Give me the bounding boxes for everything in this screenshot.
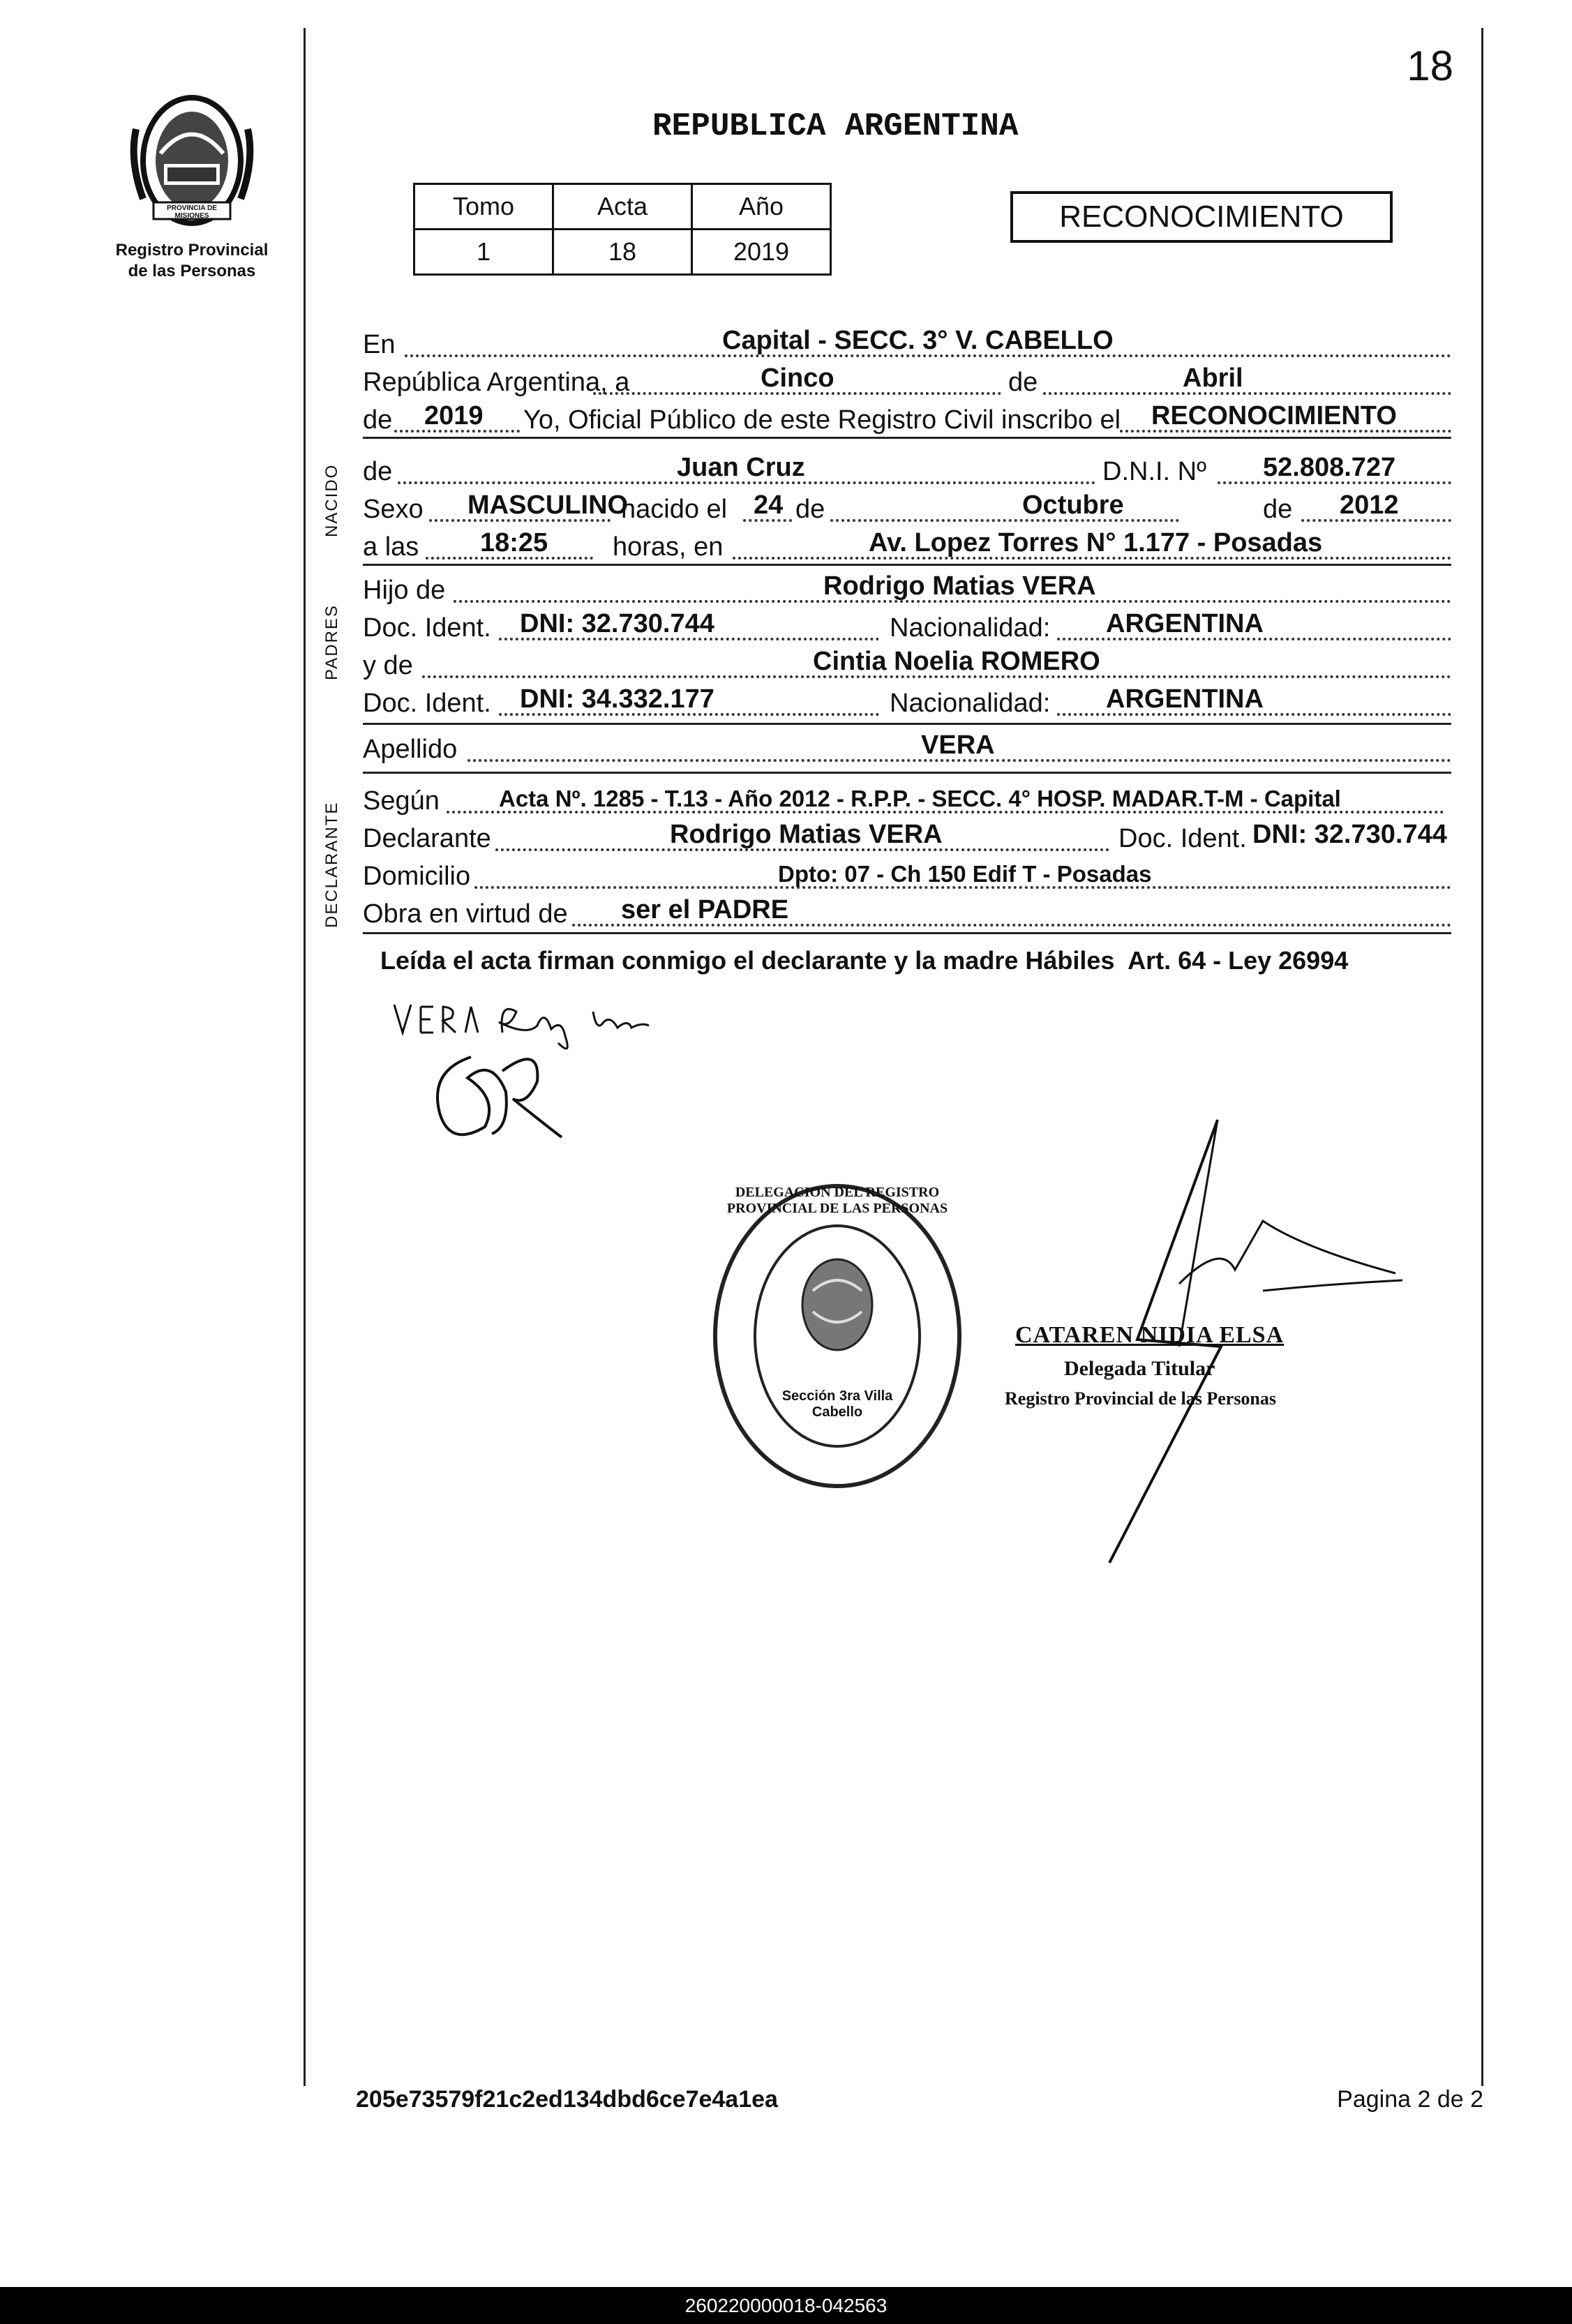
section-declarante: DECLARANTE: [322, 801, 341, 928]
logo-caption-1: Registro Provincial: [115, 241, 269, 260]
footer-bar: [0, 2287, 1572, 2324]
field-father: Rodrigo Matias VERA: [823, 571, 1096, 601]
label-doc-ident: Doc. Ident.: [363, 613, 491, 643]
official-stamp: [708, 1179, 966, 1493]
separator: [363, 723, 1451, 725]
field-year: 2019: [424, 401, 484, 430]
official-title: Delegada Titular: [1064, 1357, 1215, 1380]
row-segun: [363, 781, 1451, 820]
value-acta: 18: [553, 230, 692, 275]
row-mother: [363, 646, 1451, 685]
handwritten-signature-icon: [387, 994, 680, 1162]
section-nacido: NACIDO: [322, 463, 341, 537]
label-dni: D.N.I. Nº: [1102, 457, 1206, 486]
field-father-doc: DNI: 32.730.744: [520, 609, 714, 638]
left-margin-rule: [304, 28, 306, 2086]
logo-caption-2: de las Personas: [128, 262, 256, 280]
label-republica: República Argentina, a: [363, 368, 630, 397]
row-year: [363, 400, 1451, 440]
handwritten-signature: [387, 994, 680, 1162]
field-surname: VERA: [921, 730, 995, 760]
field-mother-doc: DNI: 34.332.177: [520, 684, 714, 714]
record-table-values: [414, 230, 831, 275]
field-name: Juan Cruz: [677, 453, 805, 482]
field-birth-day: 24: [754, 490, 784, 520]
field-act: RECONOCIMIENTO: [1151, 401, 1397, 430]
page-indicator: Pagina 2 de 2: [1337, 2086, 1483, 2113]
label-nacionalidad: Nacionalidad:: [890, 689, 1051, 718]
label-yo-oficial: Yo, Oficial Público de este Registro Civil inscribo el: [523, 405, 1121, 435]
label-hijo-de: Hijo de: [363, 576, 446, 605]
stamp-ring-text: DELEGACION DEL REGISTRO PROVINCIAL DE LAS PERSONAS: [726, 1185, 948, 1216]
label-sexo: Sexo: [363, 495, 424, 524]
barcode-text: 260220000018-042563: [684, 2295, 888, 2316]
act-type-box: [1010, 191, 1393, 243]
row-time: [363, 527, 1451, 567]
row-mother-doc: [363, 684, 1451, 723]
field-month: Abril: [1183, 363, 1243, 393]
label-segun: Según: [363, 786, 440, 816]
label-de: de: [1008, 368, 1038, 397]
separator: [363, 772, 1451, 774]
row-en: [363, 325, 1451, 364]
act-type: RECONOCIMIENTO: [1059, 200, 1344, 234]
separator: [363, 932, 1451, 934]
separator: [363, 437, 1451, 439]
country-title: REPUBLICA ARGENTINA: [652, 108, 1019, 144]
row-father-doc: [363, 608, 1451, 647]
row-address: [363, 857, 1451, 896]
label-horas-en: horas, en: [613, 532, 724, 562]
field-place: Capital - SECC. 3° V. CABELLO: [722, 326, 1114, 355]
label-declarante: Declarante: [363, 824, 491, 853]
field-day: Cinco: [761, 363, 834, 393]
field-declarant: Rodrigo Matias VERA: [670, 820, 943, 849]
label-de: de: [1263, 495, 1293, 524]
label-obra: Obra en virtud de: [363, 899, 568, 929]
section-padres: PADRES: [322, 604, 341, 680]
label-doc-ident: Doc. Ident.: [1118, 824, 1247, 853]
field-birth-place: Av. Lopez Torres N° 1.177 - Posadas: [869, 528, 1323, 557]
field-sex: MASCULINO: [467, 490, 629, 520]
dots: [830, 519, 1179, 522]
separator: [363, 564, 1451, 566]
label-en: En: [363, 330, 396, 359]
dots: [1043, 392, 1451, 395]
row-sex: [363, 490, 1451, 529]
row-surname: [363, 730, 1451, 769]
record-table: [413, 183, 832, 276]
logo-text: PROVINCIA DE MISIONES: [167, 204, 217, 220]
page-number: 18: [1407, 43, 1453, 89]
field-virtue: ser el PADRE: [621, 895, 789, 924]
stamp-seal-icon: [708, 1179, 966, 1493]
field-birth-time: 18:25: [480, 528, 548, 557]
field-address: Dpto: 07 - Ch 150 Edif T - Posadas: [778, 861, 1152, 887]
value-ano: 2019: [692, 230, 831, 275]
label-doc-ident: Doc. Ident.: [363, 689, 491, 718]
field-mother: Cintia Noelia ROMERO: [813, 647, 1100, 676]
label-y-de: y de: [363, 651, 413, 680]
document-hash: 205e73579f21c2ed134dbd6ce7e4a1ea: [356, 2086, 778, 2113]
label-a-las: a las: [363, 532, 419, 562]
field-birth-month: Octubre: [1022, 490, 1124, 520]
official-office: Registro Provincial de las Personas: [1005, 1388, 1277, 1409]
label-nacido-el: nacido el: [621, 495, 728, 524]
field-segun: Acta Nº. 1285 - T.13 - Año 2012 - R.P.P. - SECC. 4° HOSP. MADAR.T-M - Capital: [499, 786, 1341, 811]
row-father: [363, 571, 1451, 610]
official-name: CATAREN NIDIA ELSA: [1015, 1322, 1285, 1348]
value-tomo: 1: [414, 230, 553, 275]
row-declarant: [363, 819, 1451, 858]
header-ano: Año: [692, 184, 831, 230]
field-birth-year: 2012: [1340, 490, 1399, 520]
label-de: de: [795, 495, 825, 524]
field-declarant-doc: DNI: 32.730.744: [1252, 820, 1447, 849]
right-margin-rule: [1481, 28, 1483, 2086]
label-de: de: [363, 405, 393, 435]
label-domicilio: Domicilio: [363, 862, 471, 891]
field-dni: 52.808.727: [1263, 453, 1396, 482]
province-logo: [126, 87, 258, 234]
record-table-header: [414, 184, 831, 230]
label-de: de: [363, 457, 393, 486]
row-republica: [363, 363, 1451, 402]
label-nacionalidad: Nacionalidad:: [890, 613, 1051, 643]
label-apellido: Apellido: [363, 735, 458, 764]
header-tomo: Tomo: [414, 184, 553, 230]
header-acta: Acta: [553, 184, 692, 230]
row-virtue: [363, 894, 1451, 934]
row-name: [363, 452, 1451, 491]
closing-text: Leída el acta firman conmigo el declarante y la madre Hábiles Art. 64 - Ley 26994: [380, 946, 1349, 975]
field-mother-nat: ARGENTINA: [1106, 684, 1264, 714]
field-father-nat: ARGENTINA: [1106, 609, 1264, 638]
stamp-inner-text: Sección 3ra Villa Cabello: [781, 1388, 893, 1420]
